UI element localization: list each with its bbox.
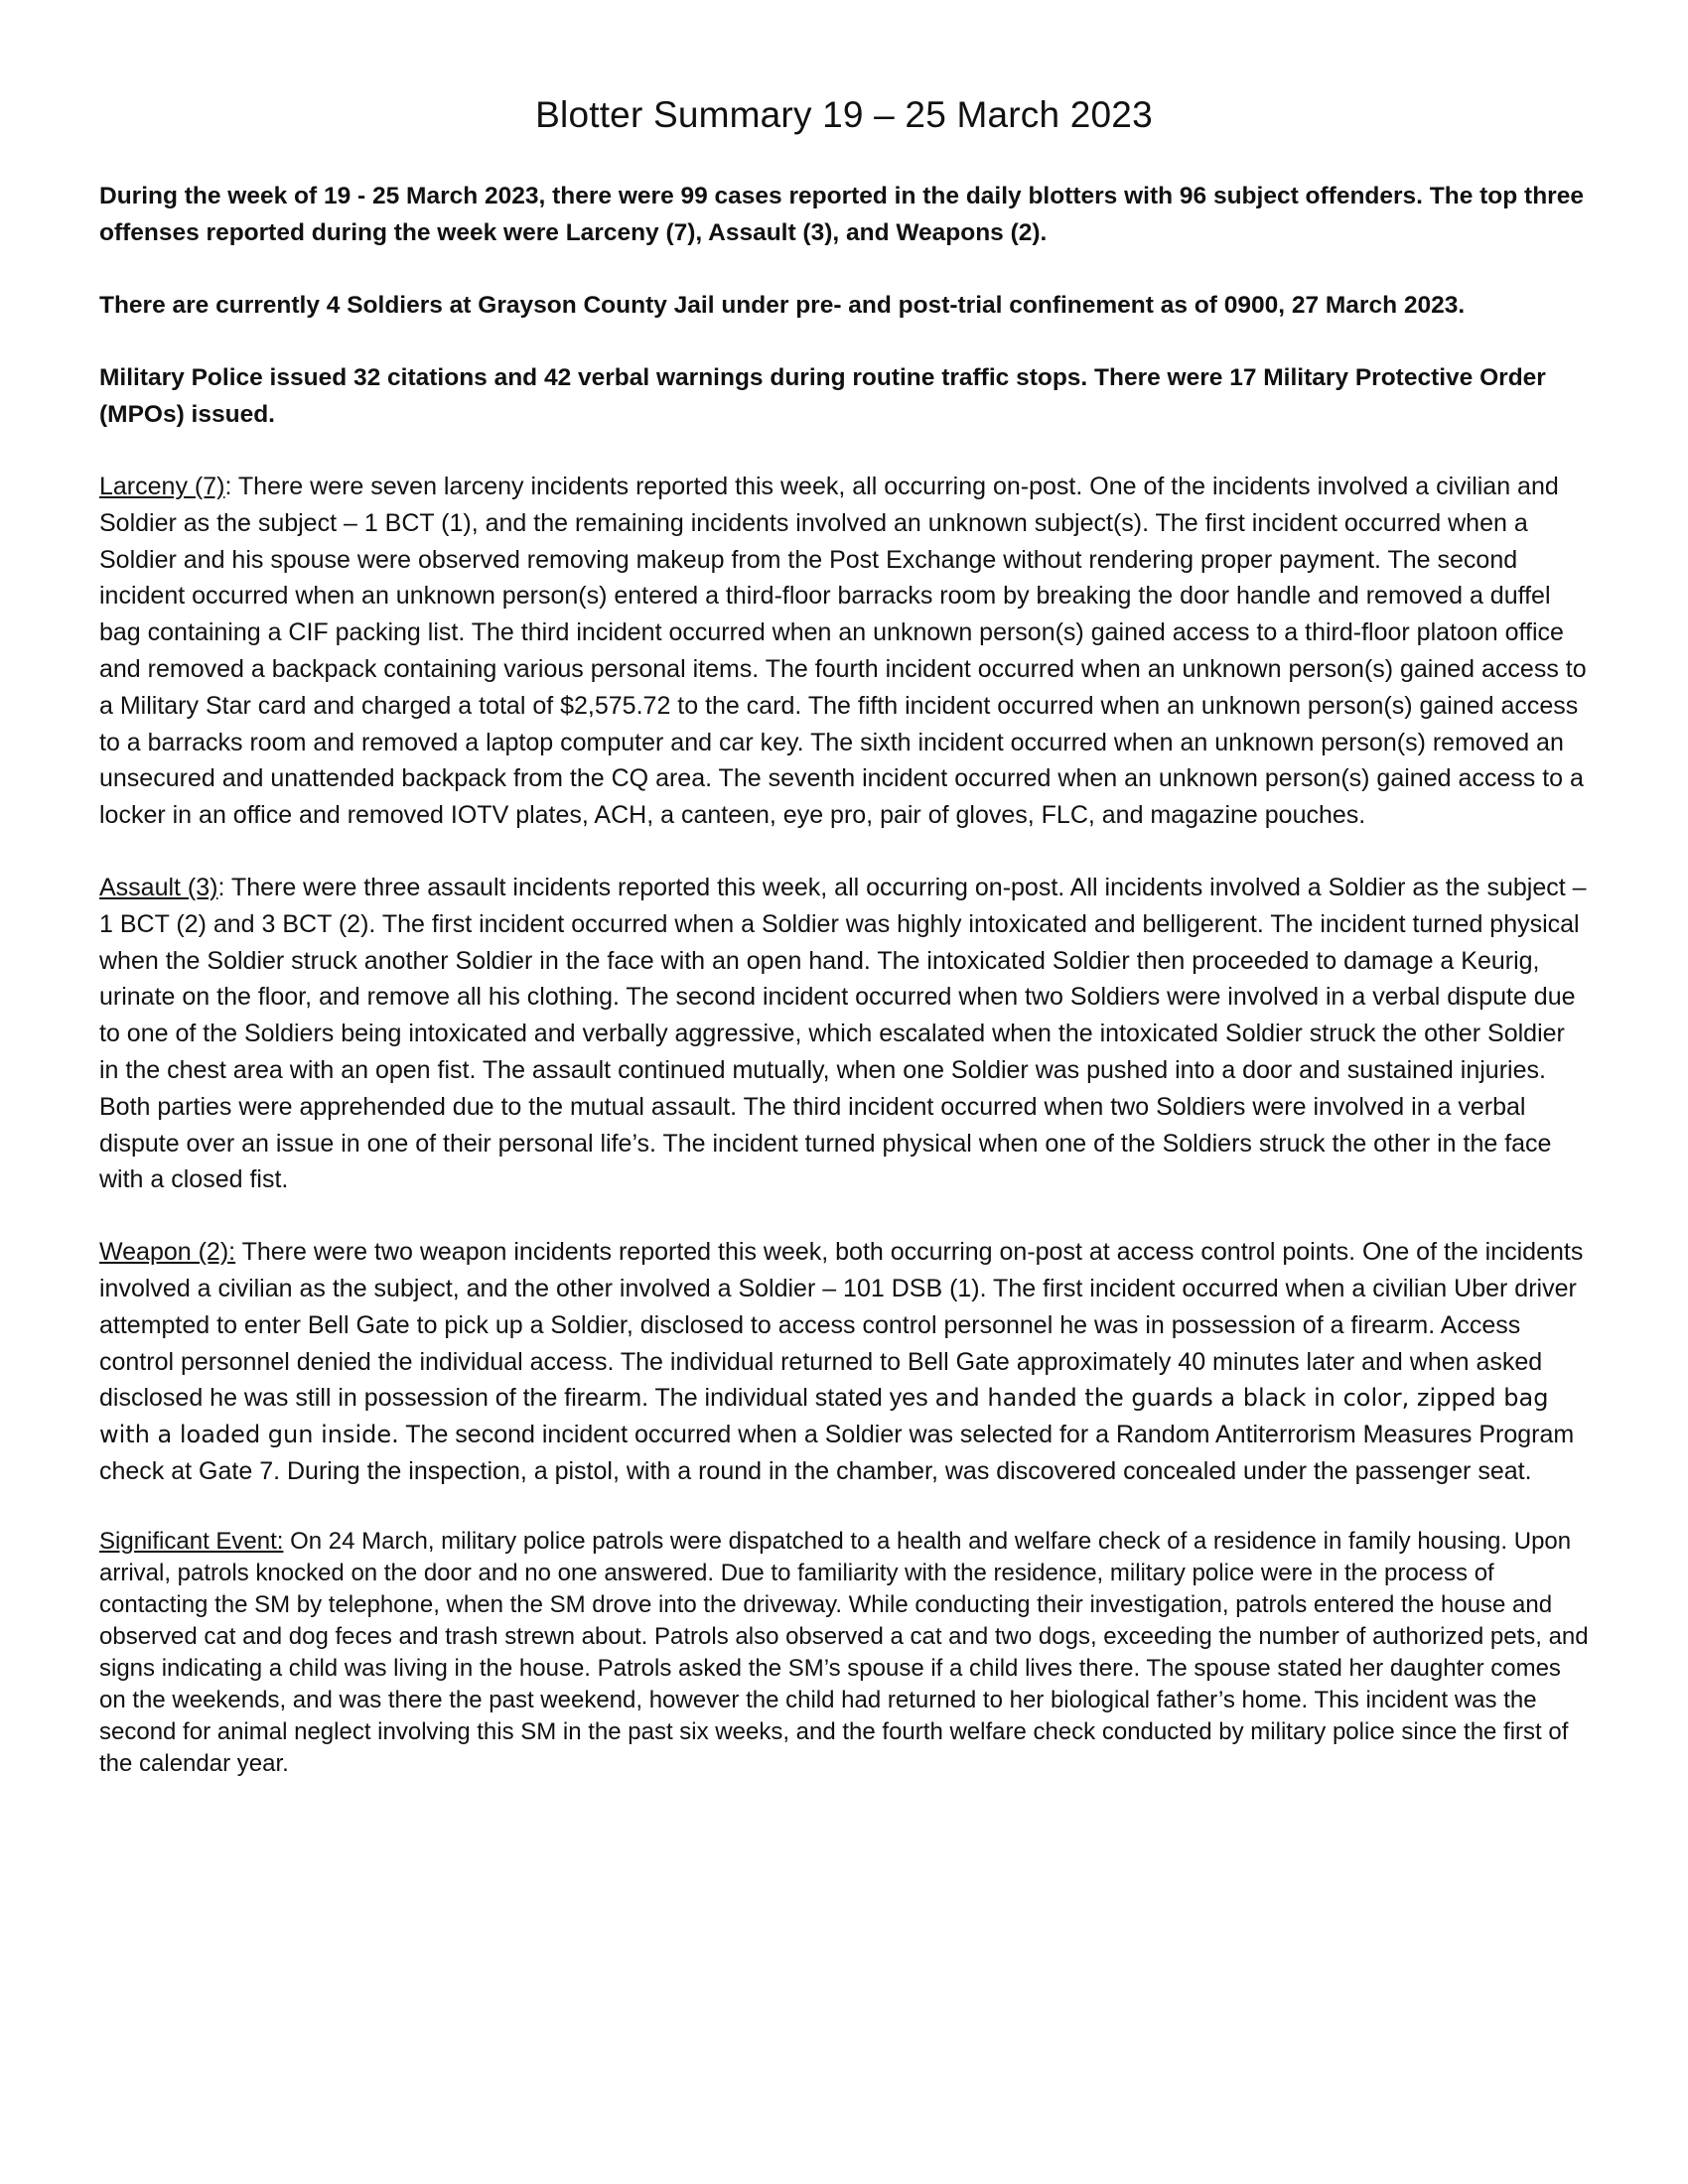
document-page — [99, 94, 1589, 1816]
significant-event-section — [99, 1526, 1589, 1780]
assault-heading: Assault (3) — [99, 873, 218, 901]
document-title: Blotter Summary 19 – 25 March 2023 — [535, 94, 1153, 135]
summary-confinement: There are currently 4 Soldiers at Grayson County Jail under pre- and post-trial confinement as of 0900, 27 March 2023. — [99, 292, 1466, 319]
weapon-body-part1: There were two weapon incidents reported this week, both occurring on-post at access control points. One of the incidents involved a civilian as the subject, and the other involved a Soldier – 101 DSB (1). The first incident occurred when a civilian Uber driver attempted to enter Bell Gate to pick up a Soldier, disclosed to access control personnel he was in possession of a firearm. Access control personnel denied the individual access. The individual returned to Bell Gate approximately 40 minutes later and when asked disclosed he was still in possession of the firearm. The individual stated yes — [99, 1238, 1584, 1413]
larceny-body: : There were seven larceny incidents reported this week, all occurring on-post. One of the incidents involved a civilian and Soldier as the subject – 1 BCT (1), and the remaining incidents involved an unknown subject(s). The first incident occurred when a Soldier and his spouse were observed removing makeup from the Post Exchange without rendering proper payment. The second incident occurred when an unknown person(s) entered a third-floor barracks room by breaking the door handle and removed a duffel bag containing a CIF packing list. The third incident occurred when an unknown person(s) gained access to a third-floor platoon office and removed a backpack containing various personal items. The fourth incident occurred when an unknown person(s) gained access to a Military Star card and charged a total of $2,575.72 to the card. The fifth incident occurred when an unknown person(s) gained access to a barracks room and removed a laptop computer and car key. The sixth incident occurred when an unknown person(s) removed an unsecured and unattended backpack from the CQ area. The seventh incident occurred when an unknown person(s) gained access to a locker in an office and removed IOTV plates, ACH, a canteen, eye pro, pair of gloves, FLC, and magazine pouches. — [99, 473, 1587, 830]
weapon-body-emphasis: and handed the guards a black in color, zipped bag with a loaded gun inside. — [99, 1384, 1549, 1449]
assault-body: : There were three assault incidents reported this week, all occurring on-post. All incidents involved a Soldier as the subject – 1 BCT (2) and 3 BCT (2). The first incident occurred when a Soldier was highly intoxicated and belligerent. The incident turned physical when the Soldier struck another Soldier in the face with an open hand. The intoxicated Soldier then proceeded to damage a Keurig, urinate on the floor, and remove all his clothing. The second incident occurred when two Soldiers were involved in a verbal dispute due to one of the Soldiers being intoxicated and verbally aggressive, which escalated when the intoxicated Soldier struck the other Soldier in the chest area with an open fist. The assault continued mutually, when one Soldier was pushed into a door and sustained injuries. Both parties were apprehended due to the mutual assault. The third incident occurred when two Soldiers were involved in a verbal dispute over an issue in one of their personal life’s. The incident turned physical when one of the Soldiers struck the other in the face with a closed fist. — [99, 873, 1587, 1194]
summary-traffic: Military Police issued 32 citations and 42 verbal warnings during routine traffic stops. There were 17 Military Protective Order (MPOs) issued. — [99, 364, 1546, 428]
summary-cases: During the week of 19 - 25 March 2023, there were 99 cases reported in the daily blotters with 96 subject offenders. The top three offenses reported during the week were Larceny (7), Assault (3), and Weapons (2). — [99, 183, 1584, 246]
assault-section — [99, 870, 1589, 1198]
significant-event-heading: Significant Event: — [99, 1527, 284, 1555]
weapon-heading: Weapon (2): — [99, 1238, 236, 1267]
larceny-section — [99, 469, 1589, 834]
weapon-body-part2: The second incident occurred when a Soldier was selected for a Random Antiterrorism Measures Program check at Gate 7. During the inspection, a pistol, with a round in the chamber, was discovered concealed under the passenger seat. — [99, 1421, 1575, 1485]
larceny-heading: Larceny (7) — [99, 473, 225, 500]
significant-event-body: On 24 March, military police patrols were dispatched to a health and welfare check of a residence in family housing. Upon arrival, patrols knocked on the door and no one answered. Due to familiarity with the residence, military police were in the process of contacting the SM by telephone, when the SM drove into the driveway. While conducting their investigation, patrols entered the house and observed cat and dog feces and trash strewn about. Patrols also observed a cat and two dogs, exceeding the number of authorized pets, and signs indicating a child was living in the house. Patrols asked the SM’s spouse if a child lives there. The spouse stated her daughter comes on the weekends, and was there the past weekend, however the child had returned to her biological father’s home. This incident was the second for animal neglect involving this SM in the past six weeks, and the fourth welfare check conducted by military police since the first of the calendar year. — [99, 1527, 1589, 1777]
weapon-section — [99, 1234, 1589, 1490]
